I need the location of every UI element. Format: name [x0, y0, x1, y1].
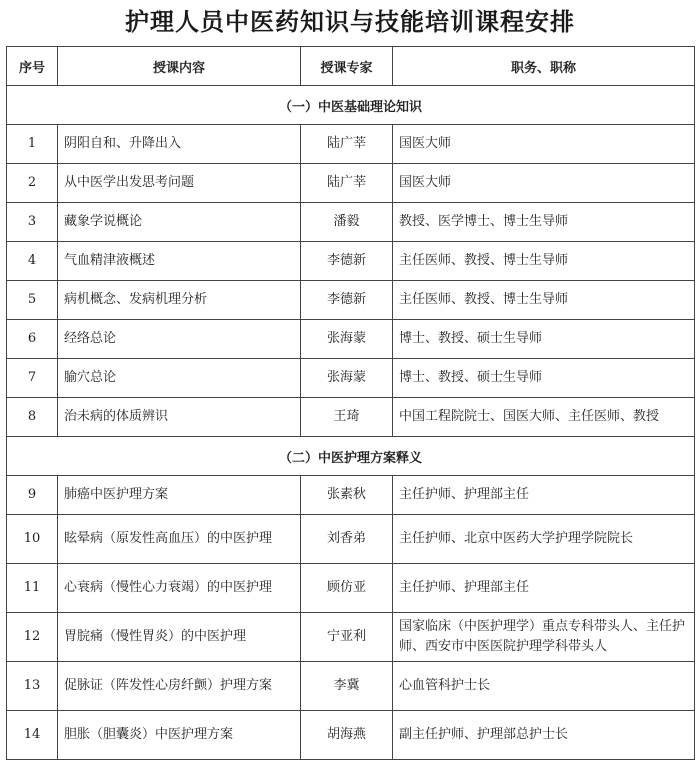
- row-content: 从中医学出发思考问题: [58, 164, 301, 203]
- row-number: 13: [7, 662, 58, 711]
- header-content: 授课内容: [58, 47, 301, 86]
- table-row: [7, 281, 695, 320]
- row-expert: 王琦: [301, 398, 393, 437]
- table-row: [7, 359, 695, 398]
- header-no: 序号: [7, 47, 58, 86]
- section-1-rows: [7, 125, 695, 437]
- row-content: 眩晕病（原发性高血压）的中医护理: [58, 515, 301, 564]
- row-title: 副主任护师、护理部总护士长: [393, 711, 695, 760]
- row-number: 14: [7, 711, 58, 760]
- row-title: 国医大师: [393, 125, 695, 164]
- section-heading-2: （二）中医护理方案释义: [7, 437, 695, 476]
- section-heading-1: （一）中医基础理论知识: [7, 86, 695, 125]
- row-title: 主任护师、护理部主任: [393, 564, 695, 613]
- table-row: [7, 242, 695, 281]
- row-content: 心衰病（慢性心力衰竭）的中医护理: [58, 564, 301, 613]
- row-title: 主任护师、护理部主任: [393, 476, 695, 515]
- row-expert: 张海蒙: [301, 320, 393, 359]
- row-expert: 张素秋: [301, 476, 393, 515]
- row-title: 中国工程院院士、国医大师、主任医师、教授: [393, 398, 695, 437]
- table-row: [7, 203, 695, 242]
- row-number: 11: [7, 564, 58, 613]
- header-title: 职务、职称: [393, 47, 695, 86]
- row-title: 博士、教授、硕士生导师: [393, 359, 695, 398]
- row-title: 教授、医学博士、博士生导师: [393, 203, 695, 242]
- row-content: 肺癌中医护理方案: [58, 476, 301, 515]
- table-row: [7, 125, 695, 164]
- row-number: 4: [7, 242, 58, 281]
- row-content: 治未病的体质辨识: [58, 398, 301, 437]
- row-content: 阴阳自和、升降出入: [58, 125, 301, 164]
- table-row: [7, 613, 695, 662]
- table-row: [7, 515, 695, 564]
- row-title: 主任医师、教授、博士生导师: [393, 242, 695, 281]
- section-row: [7, 437, 695, 476]
- row-title: 主任医师、教授、博士生导师: [393, 281, 695, 320]
- row-expert: 顾仿亚: [301, 564, 393, 613]
- table-row: [7, 711, 695, 760]
- table-row: [7, 662, 695, 711]
- page-title: 护理人员中医药知识与技能培训课程安排: [125, 7, 575, 36]
- table-row: [7, 164, 695, 203]
- row-number: 6: [7, 320, 58, 359]
- course-table: [6, 46, 695, 760]
- table-row: [7, 564, 695, 613]
- row-title: 国医大师: [393, 164, 695, 203]
- row-expert: 李德新: [301, 281, 393, 320]
- table-row: [7, 320, 695, 359]
- row-content: 病机概念、发病机理分析: [58, 281, 301, 320]
- row-expert: 潘毅: [301, 203, 393, 242]
- row-content: 促脉证（阵发性心房纤颤）护理方案: [58, 662, 301, 711]
- row-number: 1: [7, 125, 58, 164]
- table-row: [7, 398, 695, 437]
- row-content: 气血精津液概述: [58, 242, 301, 281]
- row-number: 12: [7, 613, 58, 662]
- row-title: 国家临床（中医护理学）重点专科带头人、主任护师、西安市中医医院护理学科带头人: [393, 613, 695, 662]
- row-number: 5: [7, 281, 58, 320]
- row-expert: 李冀: [301, 662, 393, 711]
- header-expert: 授课专家: [301, 47, 393, 86]
- row-number: 9: [7, 476, 58, 515]
- row-number: 3: [7, 203, 58, 242]
- row-number: 10: [7, 515, 58, 564]
- table-header-row: [7, 47, 695, 86]
- row-expert: 刘香弟: [301, 515, 393, 564]
- row-title: 博士、教授、硕士生导师: [393, 320, 695, 359]
- row-content: 胃脘痛（慢性胃炎）的中医护理: [58, 613, 301, 662]
- row-number: 7: [7, 359, 58, 398]
- row-expert: 陆广莘: [301, 125, 393, 164]
- row-expert: 张海蒙: [301, 359, 393, 398]
- row-title: 主任护师、北京中医药大学护理学院院长: [393, 515, 695, 564]
- section-row: [7, 86, 695, 125]
- row-expert: 宁亚利: [301, 613, 393, 662]
- row-content: 腧穴总论: [58, 359, 301, 398]
- row-expert: 李德新: [301, 242, 393, 281]
- row-expert: 陆广莘: [301, 164, 393, 203]
- row-number: 2: [7, 164, 58, 203]
- row-number: 8: [7, 398, 58, 437]
- row-content: 藏象学说概论: [58, 203, 301, 242]
- row-content: 胆胀（胆囊炎）中医护理方案: [58, 711, 301, 760]
- section-2-rows: [7, 476, 695, 760]
- row-expert: 胡海燕: [301, 711, 393, 760]
- table-row: [7, 476, 695, 515]
- row-title: 心血管科护士长: [393, 662, 695, 711]
- row-content: 经络总论: [58, 320, 301, 359]
